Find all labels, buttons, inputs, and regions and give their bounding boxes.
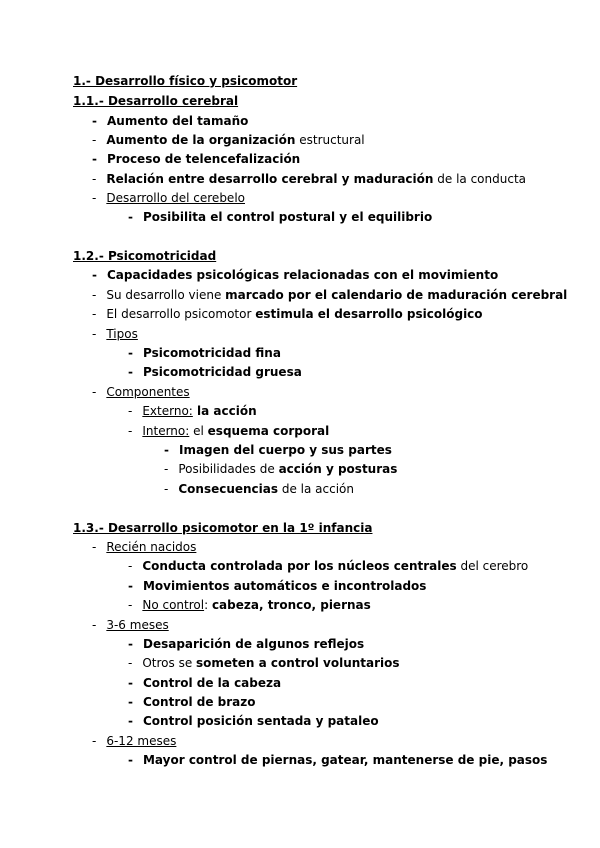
list-item: - Aumento de la organización estructural <box>92 133 365 147</box>
list-item: - Desarrollo del cerebelo <box>92 191 245 205</box>
item-bold: la acción <box>192 404 257 418</box>
list-item: - Otros se someten a control voluntarios <box>128 656 400 670</box>
item-bold: Posibilita el control postural y el equilibrio <box>142 210 433 224</box>
section-1-1-title: 1.1.- Desarrollo cerebral <box>73 94 239 108</box>
item-bold: Conducta controlada por los núcleos centrales <box>142 559 457 573</box>
list-item: - Capacidades psicológicas relacionadas con el movimiento <box>92 268 499 282</box>
item-text: El desarrollo psicomotor <box>106 307 256 321</box>
list-item: - Relación entre desarrollo cerebral y maduración de la conducta <box>92 172 527 186</box>
list-item: - Posibilidades de acción y posturas <box>164 462 398 476</box>
item-bold: Proceso de telencefalización <box>106 152 301 166</box>
item-bold: Psicomotricidad fina <box>142 346 281 360</box>
item-bold: Desaparición de algunos reflejos <box>142 637 365 651</box>
item-text: Su desarrollo viene <box>106 288 226 302</box>
item-underlined: Interno: <box>142 424 190 438</box>
list-item: - Desaparición de algunos reflejos <box>128 637 365 651</box>
item-bold: Control de brazo <box>142 695 256 709</box>
item-underlined: No control <box>142 598 205 612</box>
list-item: - Externo: la acción <box>128 404 257 418</box>
item-text: : <box>204 598 212 612</box>
item-bold: someten a control voluntarios <box>196 656 400 670</box>
list-item: - Control posición sentada y pataleo <box>128 714 379 728</box>
list-item: - No control: cabeza, tronco, piernas <box>128 598 371 612</box>
item-text: del cerebro <box>456 559 529 573</box>
item-bold: Psicomotricidad gruesa <box>142 365 302 379</box>
list-item: - Control de la cabeza <box>128 676 282 690</box>
item-text: estructural <box>295 133 365 147</box>
list-item: - Imagen del cuerpo y sus partes <box>164 443 392 457</box>
item-bold: Consecuencias <box>178 482 279 496</box>
list-item: - Componentes <box>92 385 190 399</box>
list-item: - Interno: el esquema corporal <box>128 424 330 438</box>
list-item: - Conducta controlada por los núcleos centrales del cerebro <box>128 559 529 573</box>
item-underlined: Recién nacidos <box>106 540 197 554</box>
list-item: - El desarrollo psicomotor estimula el desarrollo psicológico <box>92 307 483 321</box>
list-item: - Psicomotricidad gruesa <box>128 365 302 379</box>
item-text: de la conducta <box>433 172 527 186</box>
list-item: - 3-6 meses <box>92 618 169 632</box>
item-bold: marcado por el calendario de maduración cerebral <box>225 288 568 302</box>
list-item: - Recién nacidos <box>92 540 197 554</box>
item-bold: esquema corporal <box>207 424 330 438</box>
list-item: - Tipos <box>92 327 138 341</box>
item-underlined: Externo: <box>142 404 193 418</box>
list-item: - Consecuencias de la acción <box>164 482 354 496</box>
list-item: - 6-12 meses <box>92 734 177 748</box>
item-text: Posibilidades de <box>178 462 279 476</box>
item-bold: Relación entre desarrollo cerebral y maduración <box>106 172 434 186</box>
list-item: - Su desarrollo viene marcado por el calendario de maduración cerebral <box>92 288 568 302</box>
item-text: Otros se <box>142 656 197 670</box>
item-bold: Movimientos automáticos e incontrolados <box>142 579 427 593</box>
item-underlined: Componentes <box>106 385 190 399</box>
section-1-2-title: 1.2.- Psicomotricidad <box>73 249 217 263</box>
list-item: - Proceso de telencefalización <box>92 152 301 166</box>
item-bold: cabeza, tronco, piernas <box>211 598 371 612</box>
list-item: - Posibilita el control postural y el equilibrio <box>128 210 433 224</box>
section-1-3-title: 1.3.- Desarrollo psicomotor en la 1º infancia <box>73 521 373 535</box>
item-bold: Control de la cabeza <box>142 676 282 690</box>
item-bold: Control posición sentada y pataleo <box>142 714 379 728</box>
item-text: de la acción <box>278 482 354 496</box>
list-item: - Control de brazo <box>128 695 256 709</box>
item-bold: Aumento del tamaño <box>106 114 249 128</box>
item-bold: estimula el desarrollo psicológico <box>255 307 483 321</box>
item-underlined: 6-12 meses <box>106 734 177 748</box>
item-bold: Aumento de la organización <box>106 133 296 147</box>
item-bold: Mayor control de piernas, gatear, mantenerse de pie, pasos <box>142 753 548 767</box>
list-item: - Psicomotricidad fina <box>128 346 281 360</box>
item-underlined: 3-6 meses <box>106 618 169 632</box>
item-underlined: Desarrollo del cerebelo <box>106 191 245 205</box>
list-item: - Mayor control de piernas, gatear, mantenerse de pie, pasos <box>128 753 548 767</box>
item-underlined: Tipos <box>106 327 138 341</box>
item-bold: Imagen del cuerpo y sus partes <box>178 443 392 457</box>
item-bold: acción y posturas <box>278 462 398 476</box>
list-item: - Aumento del tamaño <box>92 114 249 128</box>
item-bold: Capacidades psicológicas relacionadas con el movimiento <box>106 268 499 282</box>
item-text: el <box>189 424 208 438</box>
section-1-title: 1.- Desarrollo físico y psicomotor <box>73 74 298 88</box>
list-item: - Movimientos automáticos e incontrolados <box>128 579 427 593</box>
